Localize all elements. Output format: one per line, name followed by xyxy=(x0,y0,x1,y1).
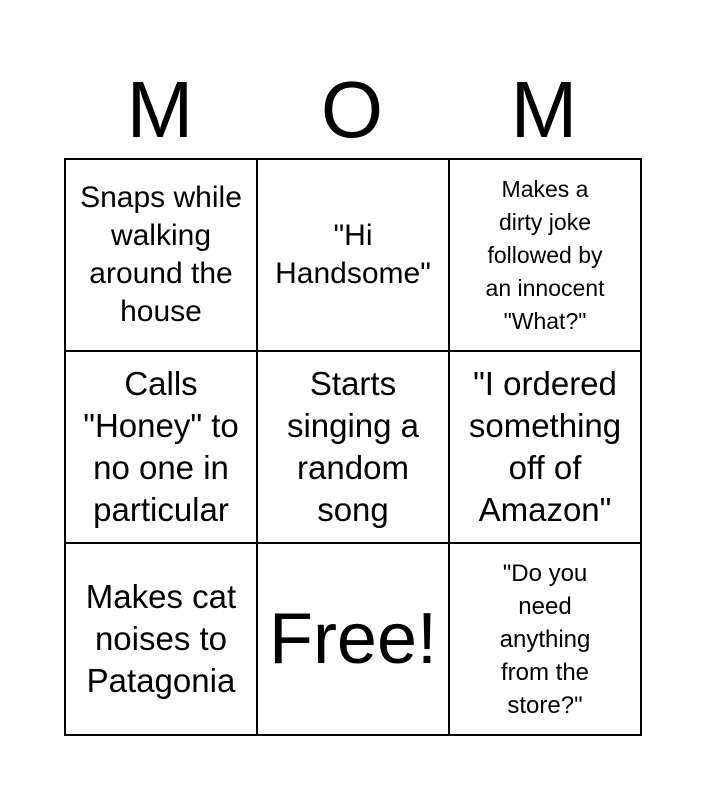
header-letter-m1: M xyxy=(126,65,194,154)
bingo-cell-r2c1[interactable] xyxy=(66,352,258,544)
bingo-cell-text: Makes cat noises to Patagonia xyxy=(85,578,237,699)
bingo-cell-text: Starts singing a random song xyxy=(286,365,420,528)
free-space-text: Free! xyxy=(268,599,438,679)
bingo-board xyxy=(64,158,642,736)
bingo-cell-r3c1[interactable] xyxy=(66,544,258,736)
bingo-cell-r2c3[interactable] xyxy=(450,352,642,544)
bingo-cell-r1c2[interactable] xyxy=(258,160,450,352)
bingo-cell-free[interactable] xyxy=(258,544,450,736)
bingo-cell-r1c3[interactable] xyxy=(450,160,642,352)
bingo-cell-text: Calls "Honey" to no one in particular xyxy=(83,365,239,528)
header-letter-o: O xyxy=(320,65,384,154)
bingo-cell-text: "Hi Handsome" xyxy=(275,219,431,290)
bingo-cell-r2c2[interactable] xyxy=(258,352,450,544)
bingo-header xyxy=(64,62,640,158)
bingo-cell-r1c1[interactable] xyxy=(66,160,258,352)
bingo-cell-text: "I ordered something off of Amazon" xyxy=(468,365,622,528)
bingo-cell-text: "Do you need anything from the store?" xyxy=(499,559,591,719)
bingo-cell-text: Makes a dirty joke followed by an innocent "What?" xyxy=(485,175,605,334)
bingo-cell-text: Snaps while walking around the house xyxy=(80,181,242,328)
header-letter-m2: M xyxy=(510,65,578,154)
bingo-cell-r3c3[interactable] xyxy=(450,544,642,736)
